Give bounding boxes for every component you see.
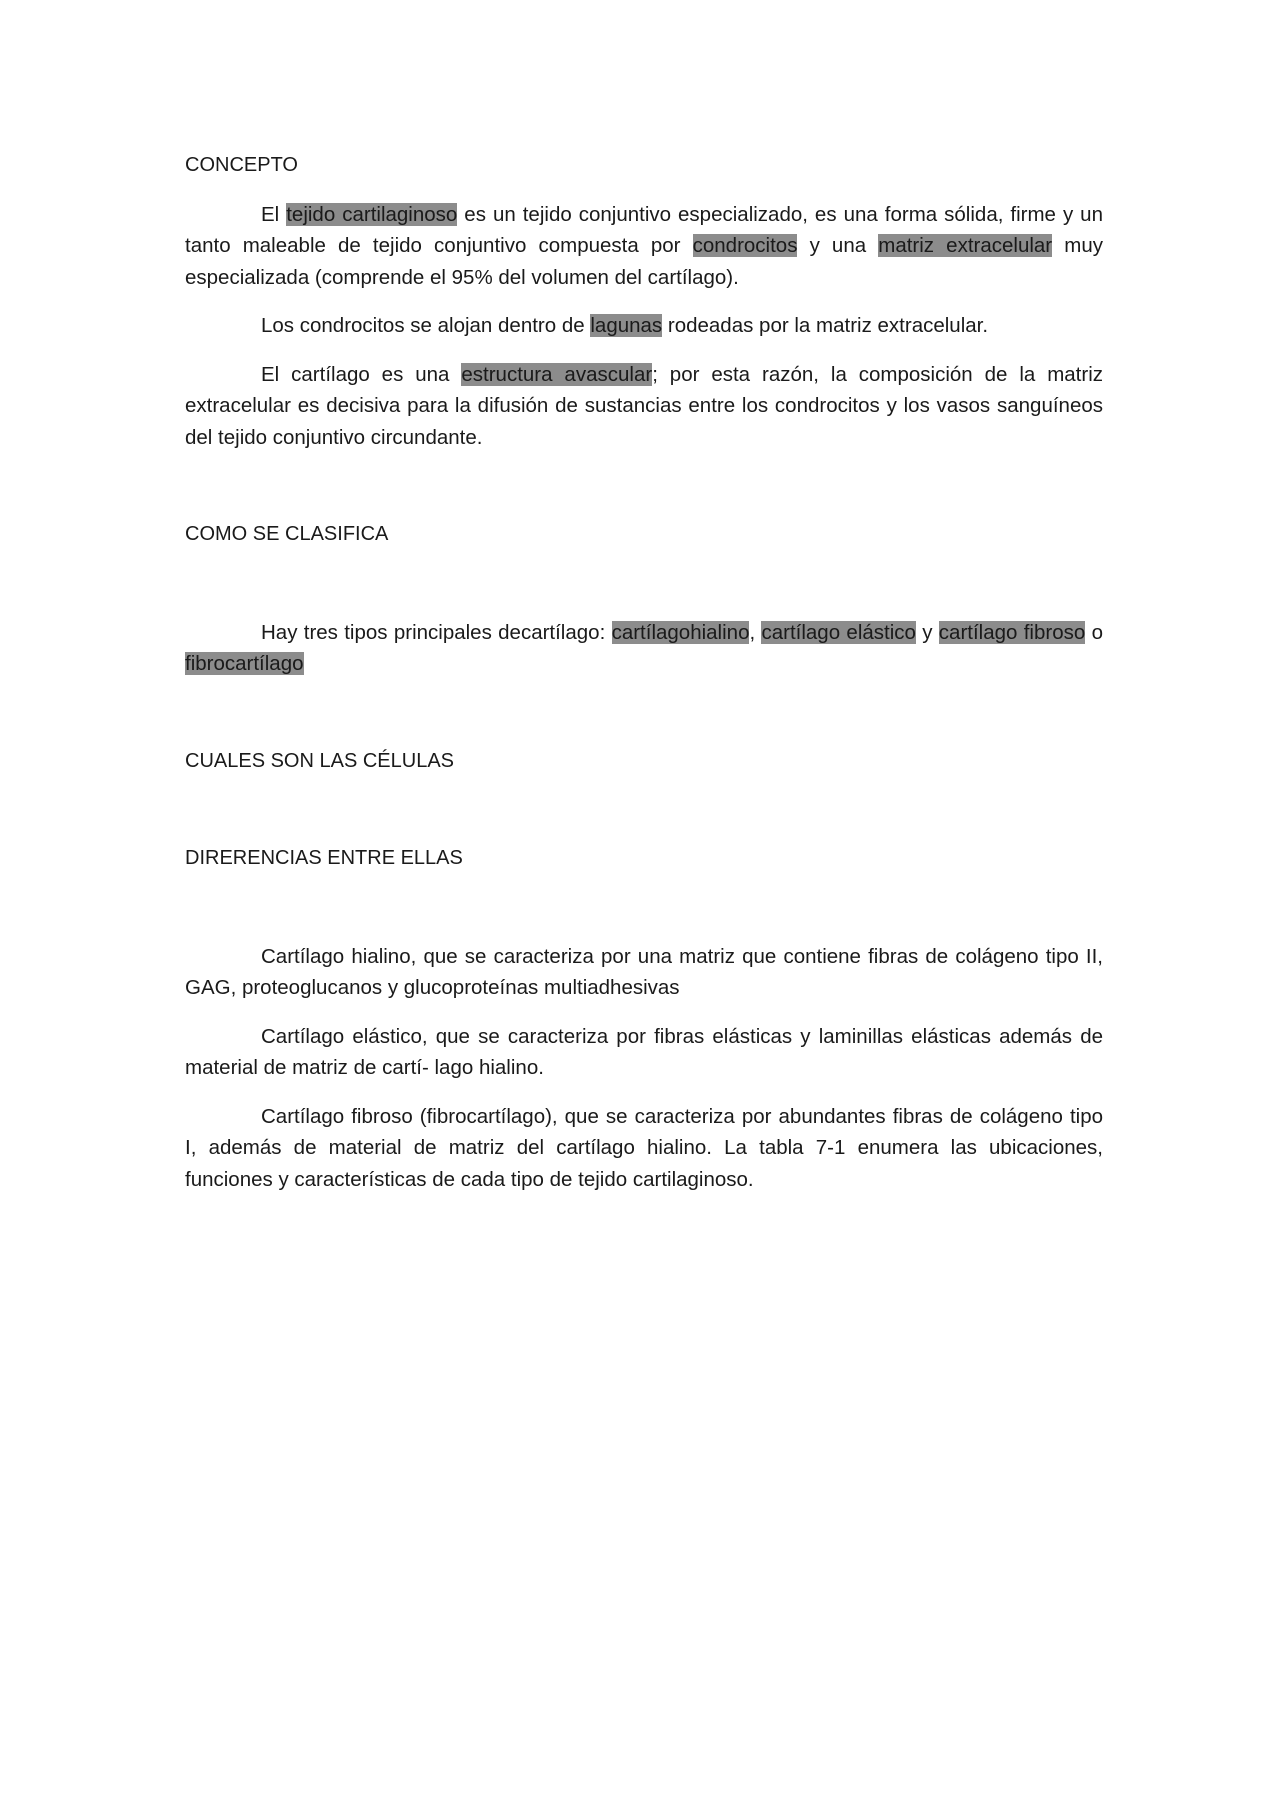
section-heading-diferencias: DIRERENCIAS ENTRE ELLAS xyxy=(185,847,463,869)
highlight-cartilago-elastico: cartílago elástico xyxy=(761,620,916,644)
paragraph-clasifica-tipos: Hay tres tipos principales decartílago: cartílagohialino, cartílago elástico y cartílago fibroso o fibrocartílago xyxy=(185,620,1103,675)
highlight-estructura-avascular: estructura avascular xyxy=(461,362,653,386)
paragraph-concepto-lagunas: Los condrocitos se alojan dentro de lagunas rodeadas por la matriz extracelular. xyxy=(261,314,989,337)
paragraph-concepto-avascular: El cartílago es una estructura avascular; por esta razón, la composición de la matriz extracelular es decisiva para la difusión de sustancias entre los condrocitos y los vasos sanguíneos del tejido conjuntivo circundante. xyxy=(185,362,1103,449)
paragraph-concepto-definition: El tejido cartilaginoso es un tejido conjuntivo especializado, es una forma sólida, firme y un tanto maleable de tejido conjuntivo compuesta por condrocitos y una matriz extracelular muy especializada (comprende el 95% del volumen del cartílago). xyxy=(185,202,1103,289)
highlight-fibrocartilago: fibrocartílago xyxy=(185,652,304,675)
document-page xyxy=(185,150,1103,1195)
section-heading-clasifica: COMO SE CLASIFICA xyxy=(185,523,389,545)
highlight-tejido-cartilaginoso: tejido cartilaginoso xyxy=(286,202,458,226)
highlight-matriz-extracelular: matriz extracelular xyxy=(878,234,1053,257)
highlight-cartilago-fibroso: cartílago fibroso xyxy=(938,620,1086,644)
paragraph-diferencias-elastico: Cartílago elástico, que se caracteriza por fibras elásticas y laminillas elásticas además de material de matriz de cartí- lago hialino. xyxy=(185,1024,1103,1079)
highlight-lagunas: lagunas xyxy=(590,314,663,337)
highlight-condrocitos: condrocitos xyxy=(692,234,798,257)
section-heading-concepto: CONCEPTO xyxy=(185,154,298,176)
section-heading-celulas: CUALES SON LAS CÉLULAS xyxy=(185,749,454,772)
paragraph-diferencias-fibroso: Cartílago fibroso (fibrocartílago), que se caracteriza por abundantes fibras de colágeno tipo I, además de material de matriz del cartílago hialino. La tabla 7-1 enumera las ubicaciones, funciones y características de cada tipo de tejido cartilaginoso. xyxy=(185,1104,1103,1191)
paragraph-diferencias-hialino: Cartílago hialino, que se caracteriza por una matriz que contiene fibras de colágeno tipo II, GAG, proteoglucanos y glucoproteínas multiadhesivas xyxy=(185,944,1103,999)
highlight-cartilago-hialino: cartílagohialino xyxy=(611,620,750,644)
